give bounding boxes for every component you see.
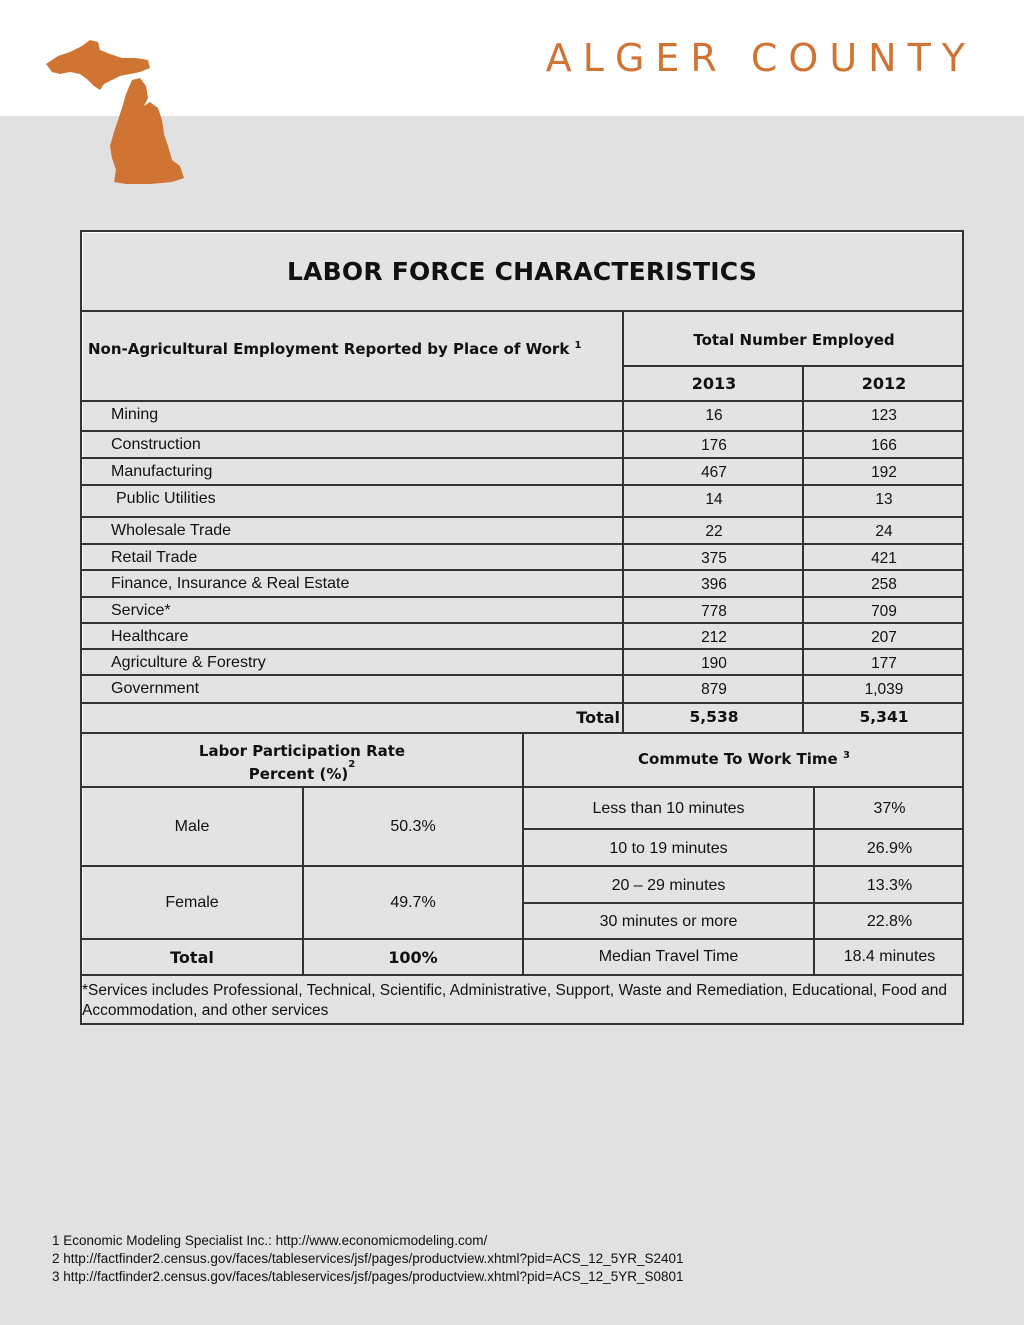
table-row-2013: 16 <box>705 407 723 424</box>
footnote-ref-2: 2 <box>348 759 356 770</box>
table-row-2012: 421 <box>871 550 897 567</box>
table-row-label: Wholesale Trade <box>111 522 232 539</box>
table-row-2012: 1,039 <box>864 681 904 698</box>
footnote-1: 1 Economic Modeling Specialist Inc.: http://www.economicmodeling.com/ <box>52 1233 488 1248</box>
commute-value-2: 26.9% <box>866 840 913 857</box>
table-row-2012: 123 <box>871 407 897 424</box>
table-row-2013: 14 <box>705 491 723 508</box>
commute-value-4: 22.8% <box>866 913 913 930</box>
table-row-2012: 709 <box>871 603 897 620</box>
table-row-2012: 258 <box>871 576 897 593</box>
employment-total-label: Total <box>576 708 620 727</box>
table-row-2013: 22 <box>705 523 723 540</box>
table-row-2013: 190 <box>701 655 727 672</box>
footnotes <box>52 1232 684 1286</box>
table-row-label: Retail Trade <box>111 549 198 566</box>
female-label: Female <box>165 894 219 911</box>
footnote-ref-1: 1 <box>574 340 582 351</box>
table-row-label: Finance, Insurance & Real Estate <box>111 575 350 592</box>
commute-label-1: Less than 10 minutes <box>592 800 745 817</box>
table-row-2013: 879 <box>701 681 727 698</box>
male-label: Male <box>174 818 210 835</box>
participation-header <box>82 741 522 784</box>
commute-value-3: 13.3% <box>866 877 913 894</box>
county-title: ALGER COUNTY <box>545 36 976 80</box>
table-title-row <box>82 232 962 312</box>
table-row-2013: 396 <box>701 576 727 593</box>
participation-header-line1: Labor Participation Rate <box>198 742 406 760</box>
table-row-label: Service* <box>111 602 171 619</box>
footnote-3: 3 http://factfinder2.census.gov/faces/tableservices/jsf/pages/productview.xhtml?pid=ACS_12_5YR_S0801 <box>52 1269 684 1284</box>
total-employed-header: Total Number Employed <box>693 331 895 349</box>
commute-label-3: 20 – 29 minutes <box>611 877 726 894</box>
table-row-2012: 177 <box>871 655 897 672</box>
table-row-2012: 166 <box>871 437 897 454</box>
table-row-2013: 778 <box>701 603 727 620</box>
commute-value-1: 37% <box>873 800 906 817</box>
employment-header-text: Non-Agricultural Employment Reported by Place of Work <box>88 340 570 358</box>
table-row-label: Construction <box>111 436 201 453</box>
services-note: *Services includes Professional, Technical, Scientific, Administrative, Support, Waste and Remediation, Educational, Food and Accommodation, and other services <box>82 982 948 1019</box>
participation-total-label: Total <box>170 948 214 967</box>
table-row-2013: 176 <box>701 437 727 454</box>
employment-total-2013: 5,538 <box>689 708 739 726</box>
footnote-2: 2 http://factfinder2.census.gov/faces/tableservices/jsf/pages/productview.xhtml?pid=ACS_12_5YR_S2401 <box>52 1251 684 1266</box>
table-row-label: Public Utilities <box>116 490 216 507</box>
table-row-label: Manufacturing <box>111 463 213 480</box>
year-header-2013: 2013 <box>691 374 737 393</box>
footnote-ref-3: 3 <box>842 750 850 761</box>
labor-force-table <box>80 230 964 1025</box>
participation-header-line2: Percent (%) <box>248 765 349 783</box>
female-value: 49.7% <box>390 894 436 911</box>
commute-label-2: 10 to 19 minutes <box>609 840 728 857</box>
male-value: 50.3% <box>390 818 436 835</box>
employment-total-2012: 5,341 <box>859 708 909 726</box>
table-row-label: Healthcare <box>111 628 189 645</box>
table-row-label: Agriculture & Forestry <box>111 654 266 671</box>
table-row-2012: 207 <box>871 629 897 646</box>
commute-header <box>524 750 964 768</box>
table-row-2013: 467 <box>701 464 727 481</box>
employment-header <box>88 340 628 358</box>
commute-header-text: Commute To Work Time <box>638 750 838 768</box>
commute-label-4: 30 minutes or more <box>599 913 738 930</box>
table-row-2012: 192 <box>871 464 897 481</box>
year-header-2012: 2012 <box>861 374 907 393</box>
michigan-map-icon <box>40 36 190 186</box>
table-row-2013: 212 <box>701 629 727 646</box>
median-travel-label: Median Travel Time <box>598 948 739 965</box>
table-row-label: Government <box>111 680 200 697</box>
median-travel-value: 18.4 minutes <box>843 948 936 965</box>
table-row-2012: 24 <box>875 523 893 540</box>
participation-total-value: 100% <box>388 948 438 967</box>
table-row-2012: 13 <box>875 491 893 508</box>
table-row-label: Mining <box>111 406 159 423</box>
table-row-2013: 375 <box>701 550 727 567</box>
table-title: LABOR FORCE CHARACTERISTICS <box>286 256 758 286</box>
